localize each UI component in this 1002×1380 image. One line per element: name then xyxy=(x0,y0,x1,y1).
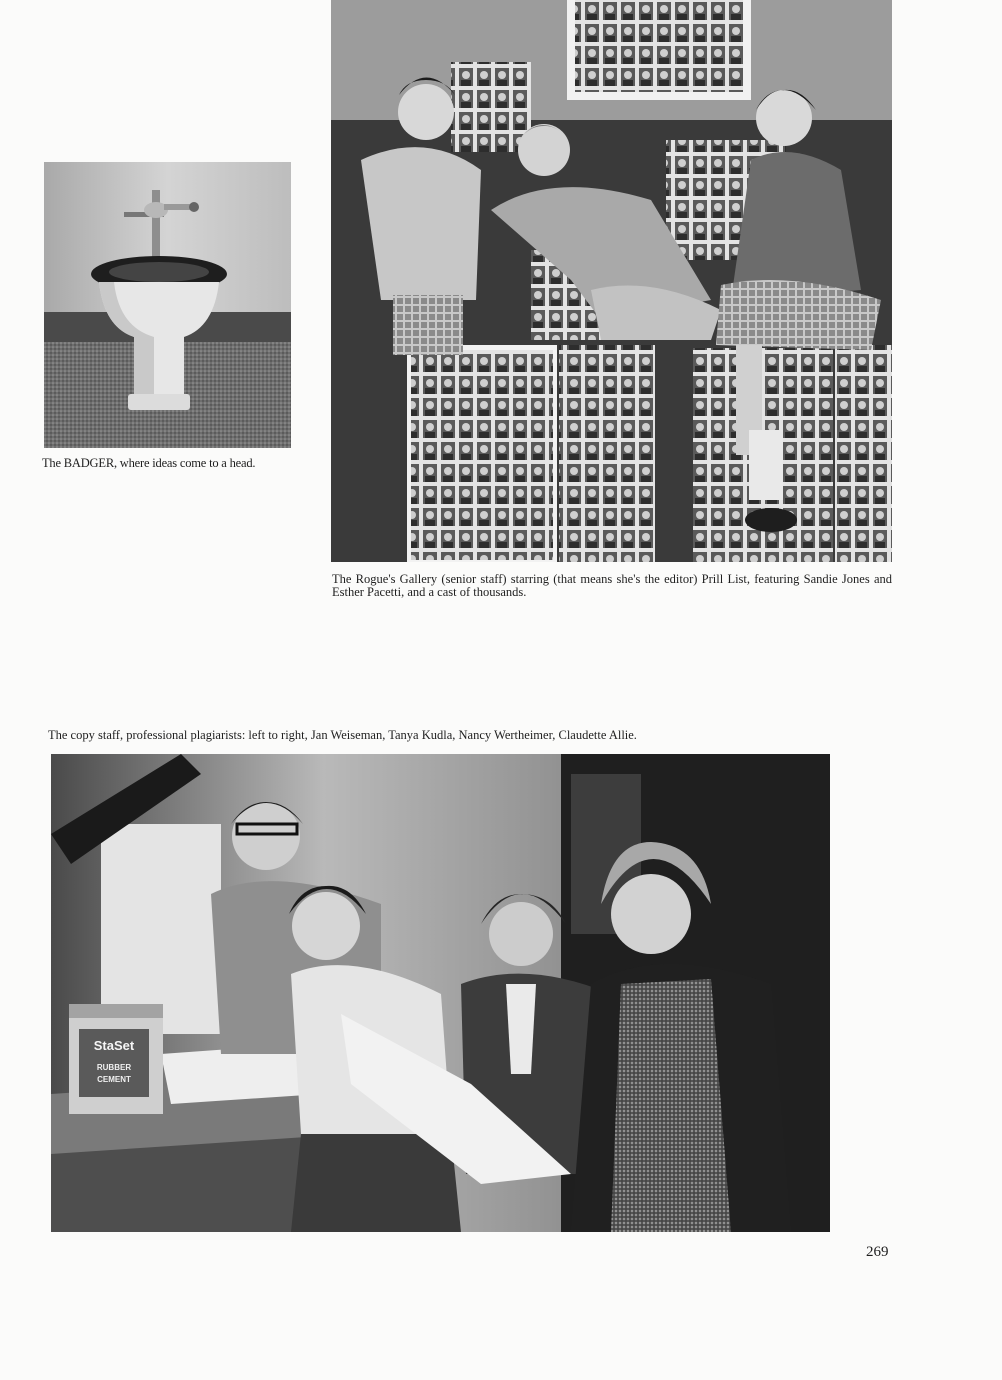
rogues-gallery-caption: The Rogue's Gallery (senior staff) starring (that means she's the editor) Prill List, featuring Sandie Jones and Esther Pacetti, and a cast of thousands. xyxy=(332,572,892,599)
page-number: 269 xyxy=(866,1244,889,1260)
toilet-icon xyxy=(44,162,291,448)
rubber-cement-can xyxy=(69,1004,163,1114)
can-label-brand: StaSet xyxy=(93,1038,135,1053)
portrait-sheet-icon xyxy=(331,0,892,562)
copy-staff-photo xyxy=(51,754,830,1232)
can-label-cement: CEMENT xyxy=(97,1075,131,1084)
can-label-rubber: RUBBER xyxy=(96,1063,132,1072)
badger-photo xyxy=(44,162,291,448)
badger-caption: The BADGER, where ideas come to a head. xyxy=(42,456,256,470)
rogues-gallery-photo xyxy=(331,0,892,562)
copy-staff-caption: The copy staff, professional plagiarists: left to right, Jan Weiseman, Tanya Kudla, Nancy Wertheimer, Claudette Allie. xyxy=(48,728,637,742)
